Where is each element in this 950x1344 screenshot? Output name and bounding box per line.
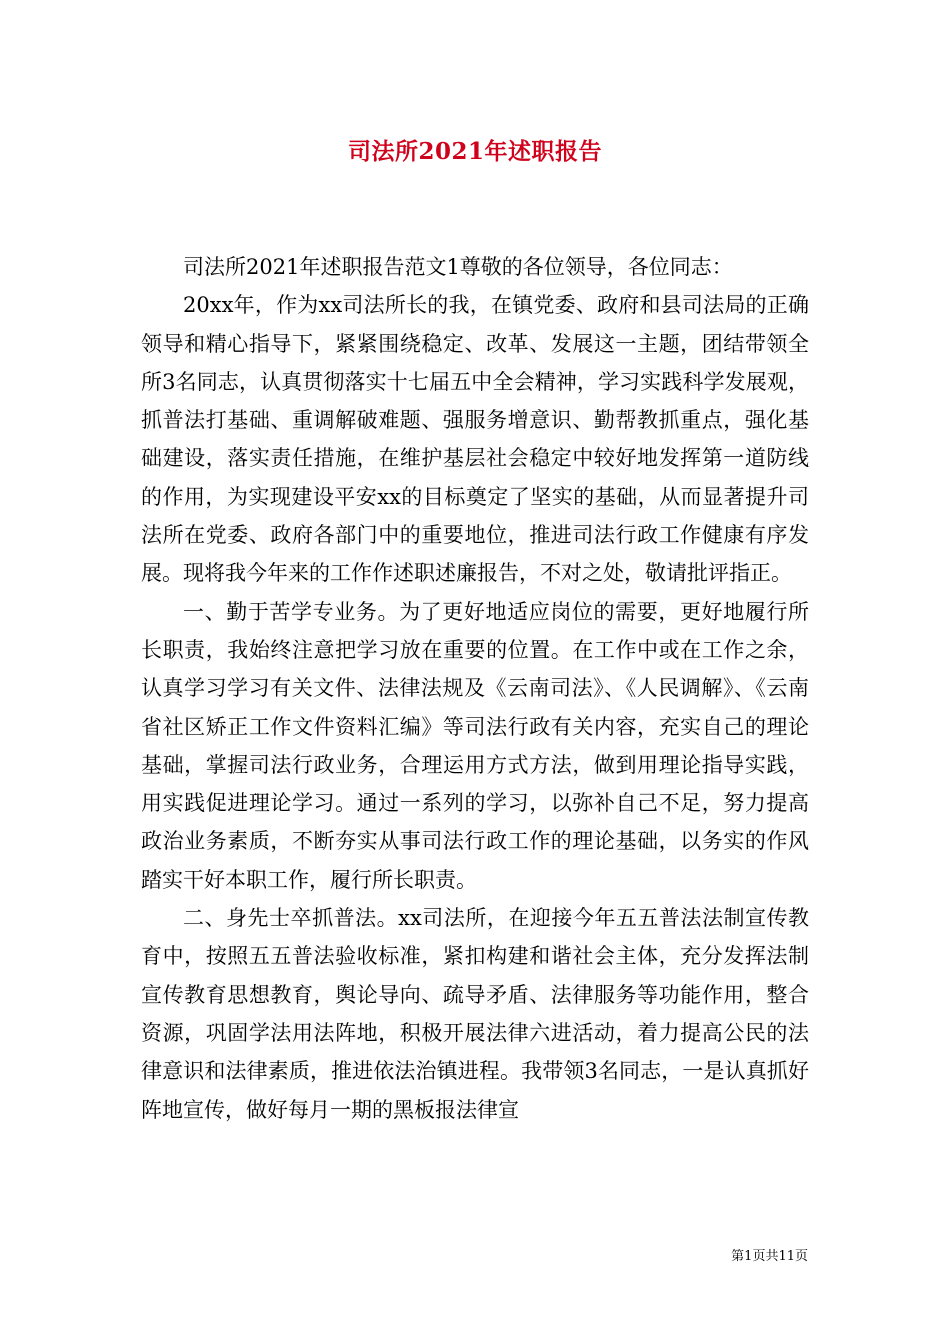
document-title: 司法所2021年述职报告: [347, 138, 602, 165]
page-number: 第1页共11页: [731, 1249, 808, 1264]
paragraph-section-1: 一、勤于苦学专业务。为了更好地适应岗位的需要，更好地履行所长职责，我始终注意把学习放在重要的位置。在工作中或在工作之余，认真学习学习有关文件、法律法规及《云南司法》、《人民调解》、《云南省社区矫正工作文件资料汇编》等司法行政有关内容，充实自己的理论基础，掌握司法行政业务，合理运用方式方法，做到用理论指导实践，用实践促进理论学习。通过一系列的学习，以弥补自己不足，努力提高政治业务素质，不断夯实从事司法行政工作的理论基础，以务实的作风踏实干好本职工作，履行所长职责。: [141, 599, 809, 892]
paragraph-section-2: 二、身先士卒抓普法。xx司法所，在迎接今年五五普法法制宣传教育中，按照五五普法验收标准，紧扣构建和谐社会主体，充分发挥法制宣传教育思想教育，舆论导向、疏导矛盾、法律服务等功能作用，整合资源，巩固学法用法阵地，积极开展法律六进活动，着力提高公民的法律意识和法律素质，推进依法治镇进程。我带领3名同志，一是认真抓好阵地宣传，做好每月一期的黑板报法律宣: [141, 906, 809, 1122]
paragraph-salutation: 司法所2021年述职报告范文1尊敬的各位领导，各位同志：: [183, 255, 733, 279]
document-body: [141, 248, 809, 1129]
paragraph-intro: 20xx年，作为xx司法所长的我，在镇党委、政府和县司法局的正确领导和精心指导下，紧紧围绕稳定、改革、发展这一主题，团结带领全所3名同志，认真贯彻落实十七届五中全会精神，学习实践科学发展观，抓普法打基础、重调解破难题、强服务增意识、勤帮教抓重点，强化基础建设，落实责任措施，在维护基层社会稳定中较好地发挥第一道防线的作用，为实现建设平安xx的目标奠定了坚实的基础，从而显著提升司法所在党委、政府各部门中的重要地位，推进司法行政工作健康有序发展。现将我今年来的工作作述职述廉报告，不对之处，敬请批评指正。: [141, 293, 809, 586]
